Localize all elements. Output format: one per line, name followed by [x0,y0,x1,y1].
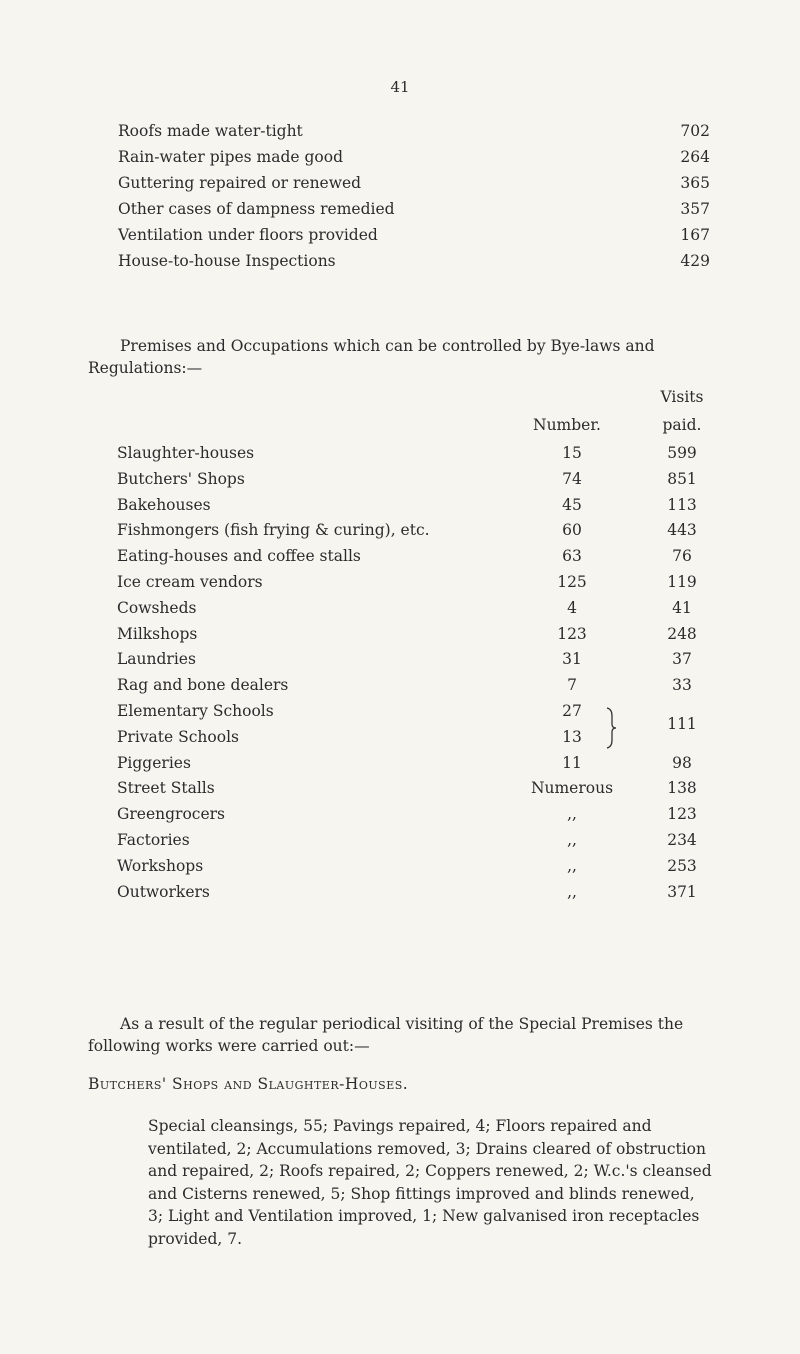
page-number: 41 [390,78,410,96]
row-visits: 599 [667,444,697,462]
row-visits: 248 [667,624,697,643]
row-visits: 371 [667,882,697,901]
repair-label: Roofs made water-tight [118,122,303,140]
row-visits: 76 [672,547,692,566]
row-number: ,, [567,805,577,824]
row-label: Eating-houses and coffee stalls [117,547,361,566]
row-label: Ice cream vendors [117,572,263,591]
row-visits: 253 [667,856,697,875]
row-visits: 33 [672,676,692,695]
row-visits: 119 [667,572,697,591]
table-header [117,388,717,444]
row-number: 123 [557,624,587,643]
table-row [117,470,717,496]
row-number: 125 [557,572,587,591]
repair-label: Rain-water pipes made good [118,148,344,166]
row-label: Workshops [117,856,204,875]
row-label: Outworkers [117,882,210,901]
section-heading: Butchers' Shops and Slaughter-Houses. [88,1075,409,1093]
intro-text: Premises and Occupations which can be controlled by Bye-laws and Regulations:— [88,337,655,377]
table-row [117,702,717,728]
repair-value: 702 [680,122,710,140]
repair-value: 365 [680,174,710,192]
header-visits: Visits [660,388,704,406]
header-paid: paid. [662,416,702,434]
row-number: 63 [562,547,582,566]
row-label: Private Schools [117,727,239,746]
table-row [117,496,717,522]
row-label: Bakehouses [117,495,211,514]
section-body: Special cleansings, 55; Pavings repaired, 4; Floors repaired and ventilated, 2; Accumulations removed, 3; Drains cleared of obstruction and repaired, 2; Roofs repaired, 2; Coppers renewed, 2; W.c.'s cleansed and Cisterns renewed, 5; Shop fittings improved and blinds renewed, 3; Light and Ventilation improved, 1; New galvanised iron receptacles provided, 7. [148,1117,712,1248]
row-visits: 443 [667,521,697,540]
row-label: Piggeries [117,753,191,772]
table-row [117,650,717,676]
table-row [117,805,717,831]
intro-paragraph [88,335,710,379]
header-number: Number. [533,416,601,434]
table-row [117,831,717,857]
row-visits: 41 [672,598,692,617]
table-row [117,573,717,599]
row-label: Milkshops [117,624,198,643]
row-number: ,, [567,856,577,875]
table-row [117,444,717,470]
list-item [118,226,710,252]
row-number: ,, [567,882,577,901]
table-row [117,779,717,805]
row-label: Rag and bone dealers [117,676,289,695]
list-item [118,148,710,174]
premises-table [117,388,717,908]
repair-value: 167 [680,226,710,244]
row-number: 60 [562,521,582,540]
repair-label: Ventilation under floors provided [118,226,378,244]
row-visits: 37 [672,650,692,669]
row-number: 13 [562,727,582,746]
row-visits: 851 [667,469,697,488]
row-number: 31 [562,650,582,669]
repair-label: Guttering repaired or renewed [118,174,362,192]
row-number: 4 [567,598,577,617]
result-paragraph: As a result of the regular periodical visiting of the Special Premises the following works were carried out:— [88,1015,684,1055]
repair-value: 429 [680,252,710,270]
premises-more-rows [117,754,717,909]
row-label: Greengrocers [117,805,226,824]
list-item [118,200,710,226]
list-item [118,174,710,200]
row-label: Fishmongers (fish frying & curing), etc. [117,521,430,540]
row-number: 7 [567,676,577,695]
list-item [118,122,710,148]
row-number: 11 [562,753,582,772]
row-visits: 234 [667,830,697,849]
repairs-list [118,122,710,278]
row-label: Street Stalls [117,779,215,798]
combined-visits: 111 [667,714,697,733]
row-label: Butchers' Shops [117,469,245,488]
row-visits: 138 [667,779,697,798]
table-row [117,599,717,625]
row-label: Elementary Schools [117,701,274,720]
row-number: 45 [562,495,582,514]
row-visits: 98 [672,753,692,772]
table-row [117,521,717,547]
row-visits: 123 [667,805,697,824]
row-label: Laundries [117,650,196,669]
table-row [117,857,717,883]
row-number: 27 [562,701,582,720]
row-number: 15 [562,444,582,462]
table-row [117,625,717,651]
repair-value: 357 [680,200,710,218]
table-row [117,676,717,702]
schools-block [117,702,717,754]
brace-icon [605,706,617,750]
row-number: ,, [567,830,577,849]
row-visits: 113 [667,495,697,514]
repair-value: 264 [680,148,710,166]
table-row [117,883,717,909]
row-label: Slaughter-houses [117,444,255,462]
table-row [117,547,717,573]
repair-label: Other cases of dampness remedied [118,200,395,218]
row-number: 74 [562,469,582,488]
table-row [117,754,717,780]
row-label: Factories [117,830,190,849]
row-number: Numerous [530,779,614,798]
repair-label: House-to-house Inspections [118,252,336,270]
table-row [117,728,717,754]
list-item [118,252,710,278]
row-label: Cowsheds [117,598,197,617]
premises-rows [117,444,717,702]
